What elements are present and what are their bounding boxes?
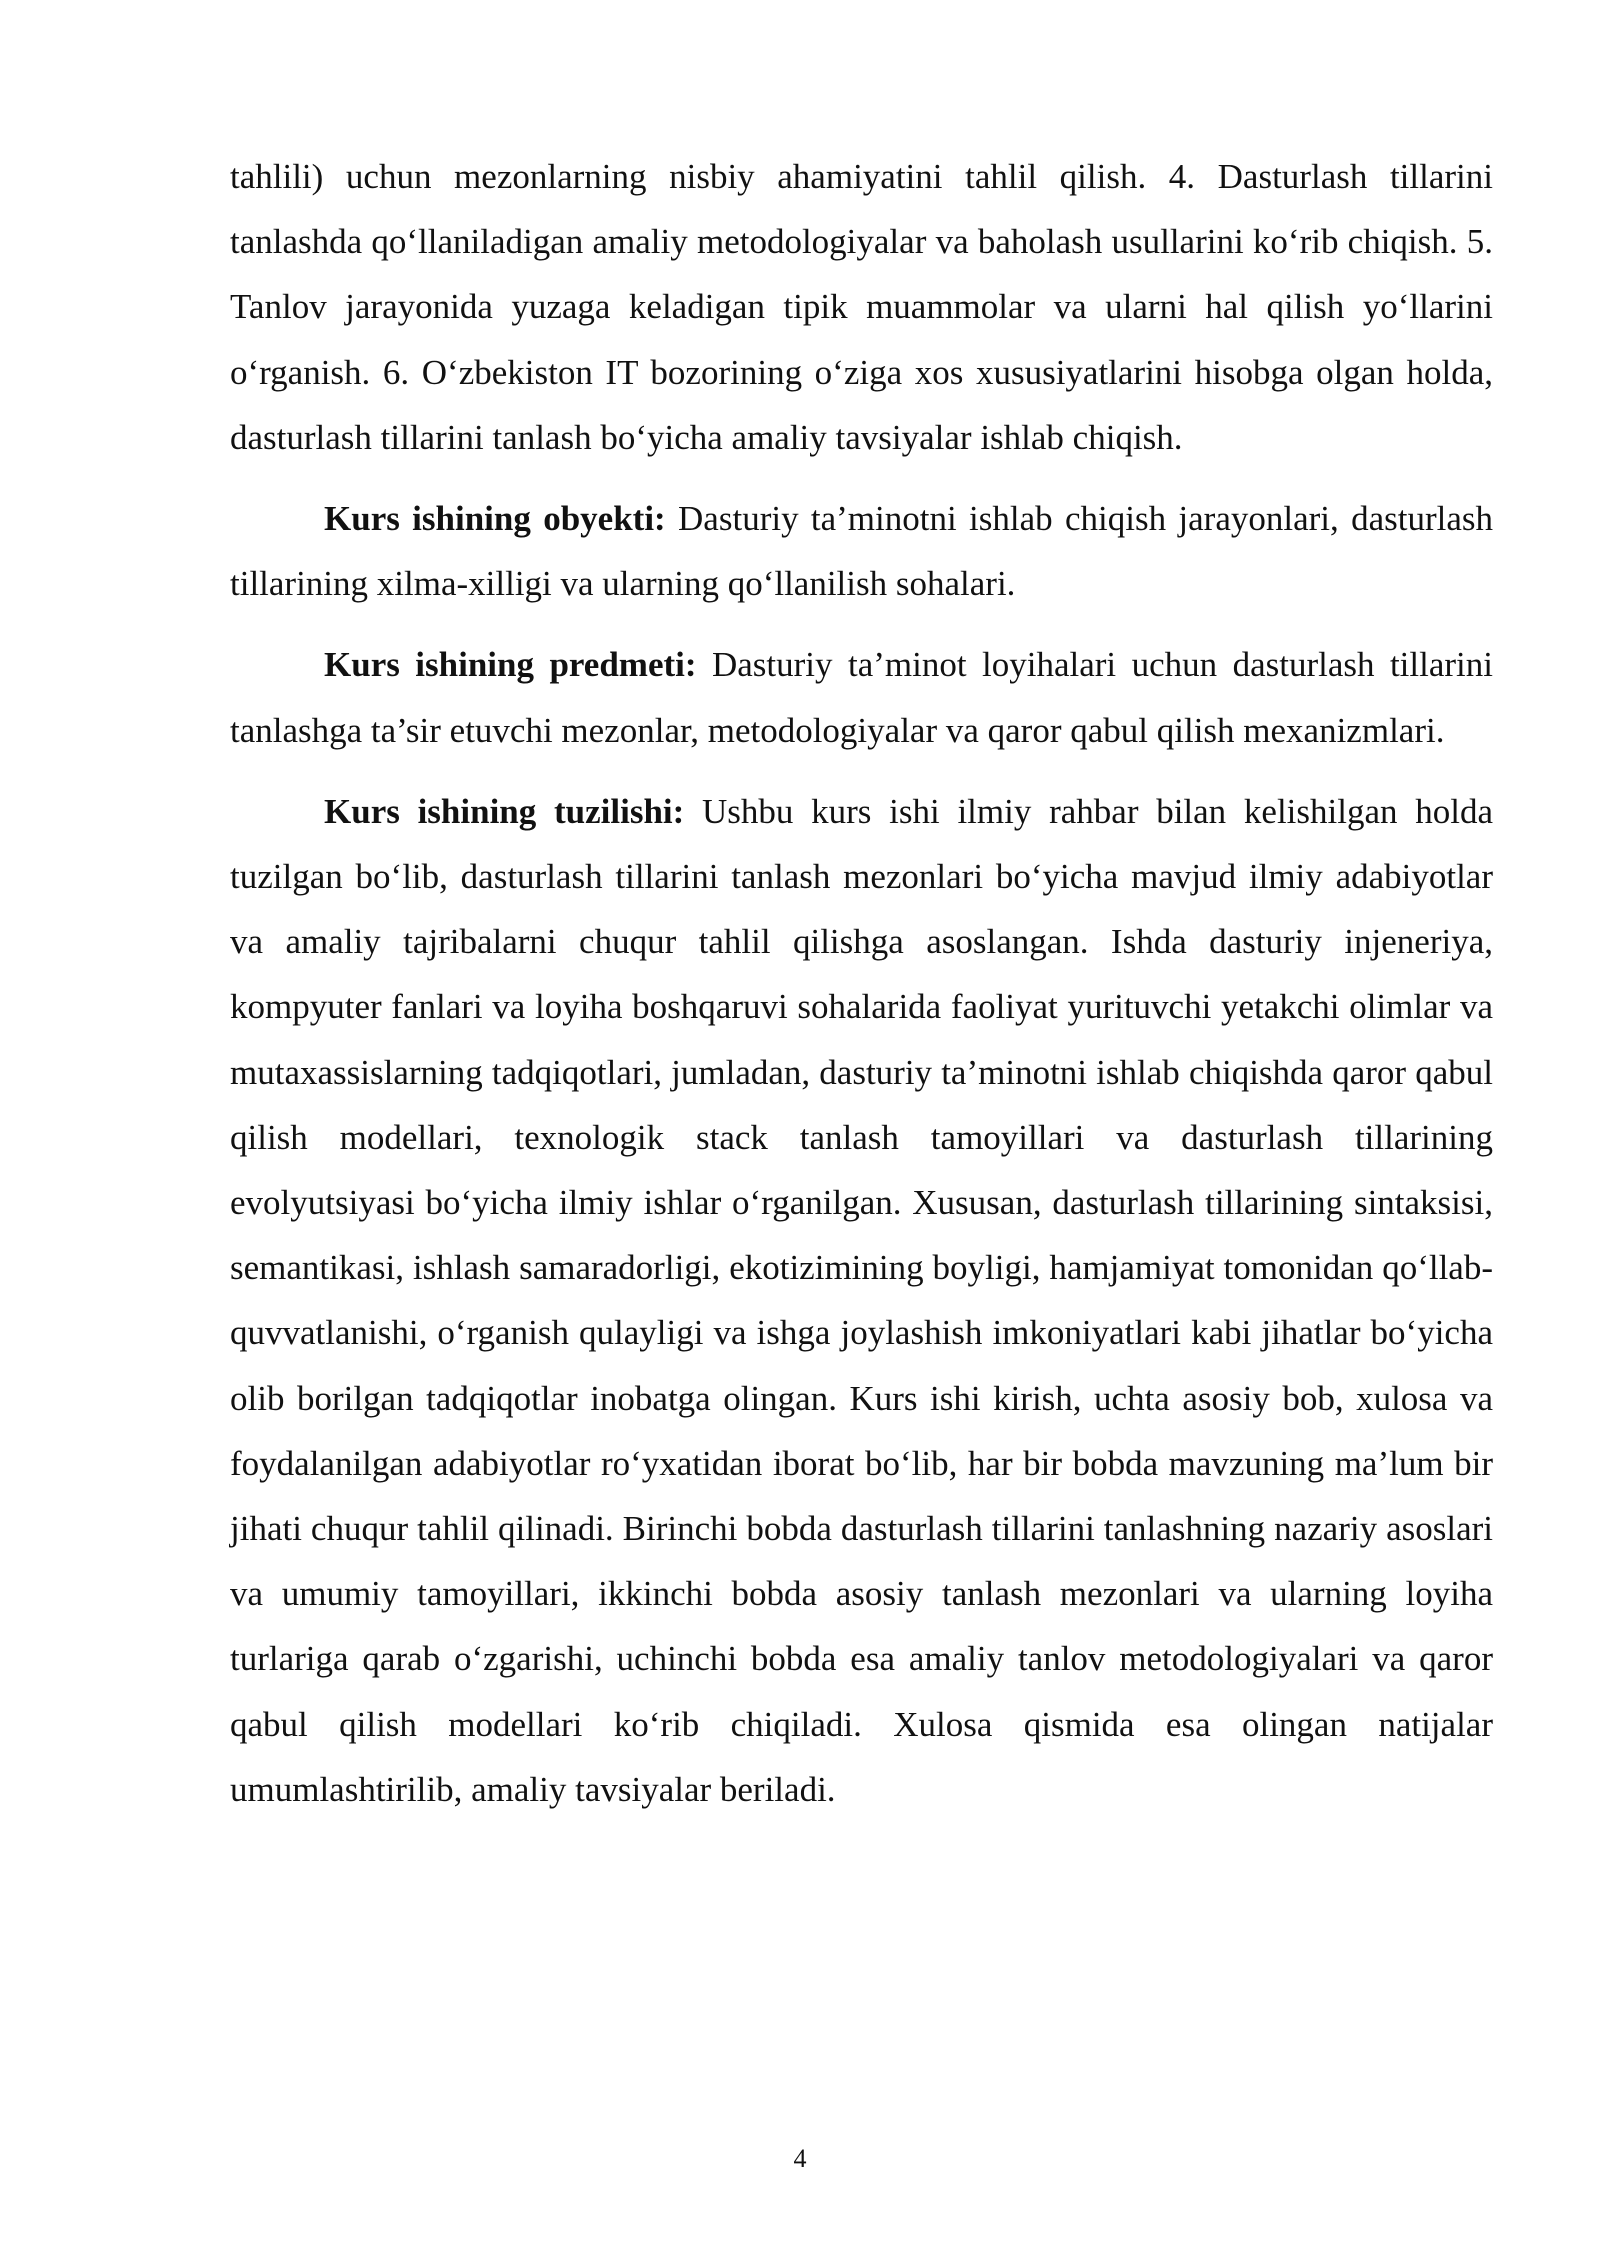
page-number: 4 xyxy=(793,2144,807,2173)
tasks-text: tahlili) uchun mezonlarning nisbiy ahamiyatini tahlil qilish. 4. Dasturlash tillarini tanlashda qo‘llaniladigan amaliy metodologiyalar va baholash usullarini ko‘rib chiqish. 5. Tanlov jarayonida yuzaga keladigan tipik muammolar va ularni hal qilish yo‘llarini o‘rganish. 6. O‘zbekiston IT bozorining o‘ziga xos xususiyatlarini hisobga olgan holda, dasturlash tillarini tanlash bo‘yicha amaliy tavsiyalar ishlab chiqish. xyxy=(230,157,1493,457)
structure-label: Kurs ishining tuzilishi: xyxy=(324,791,685,831)
object-text: Dasturiy ta’minotni ishlab chiqish jarayonlari, dasturlash tillarining xilma-xilligi va ularning qo‘llanilish sohalari. xyxy=(230,499,1493,604)
object-label: Kurs ishining obyekti: xyxy=(324,499,666,539)
body-text xyxy=(230,144,1493,1822)
subject-text: Dasturiy ta’minot loyihalari uchun dasturlash tillarini tanlashga ta’sir etuvchi mezonlar, metodologiyalar va qaror qabul qilish mexanizmlari. xyxy=(230,645,1493,750)
paragraph-tasks-continued xyxy=(230,144,1493,470)
paragraph-object xyxy=(230,486,1493,616)
paragraph-subject xyxy=(230,632,1493,762)
structure-text: Ushbu kurs ishi ilmiy rahbar bilan kelishilgan holda tuzilgan bo‘lib, dasturlash tillarini tanlash mezonlari bo‘yicha mavjud ilmiy adabiyotlar va amaliy tajribalarni chuqur tahlil qilishga asoslangan. Ishda dasturiy injeneriya, kompyuter fanlari va loyiha boshqaruvi sohalarida faoliyat yurituvchi yetakchi olimlar va mutaxassislarning tadqiqotlari, jumladan, dasturiy ta’minotni ishlab chiqishda qaror qabul qilish modellari, texnologik stack tanlash tamoyillari va dasturlash tillarining evolyutsiyasi bo‘yicha ilmiy ishlar o‘rganilgan. Xususan, dasturlash tillarining sintaksisi, semantikasi, ishlash samaradorligi, ekotizimining boyligi, hamjamiyat tomonidan qo‘llab-quvvatlanishi, o‘rganish qulayligi va ishga joylashish imkoniyatlari kabi jihatlar bo‘yicha olib borilgan tadqiqotlar inobatga olingan. Kurs ishi kirish, uchta asosiy bob, xulosa va foydalanilgan adabiyotlar ro‘yxatidan iborat bo‘lib, har bir bobda mavzuning ma’lum bir jihati chuqur tahlil qilinadi. Birinchi bobda dasturlash tillarini tanlashning nazariy asoslari va umumiy tamoyillari, ikkinchi bobda asosiy tanlash mezonlari va ularning loyiha turlariga qarab o‘zgarishi, uchinchi bobda esa amaliy tanlov metodologiyalari va qaror qabul qilish modellari ko‘rib chiqiladi. Xulosa qismida esa olingan natijalar umumlashtirilib, amaliy tavsiyalar beriladi. xyxy=(230,791,1493,1809)
paragraph-structure xyxy=(230,779,1493,1822)
subject-label: Kurs ishining predmeti: xyxy=(324,645,697,685)
